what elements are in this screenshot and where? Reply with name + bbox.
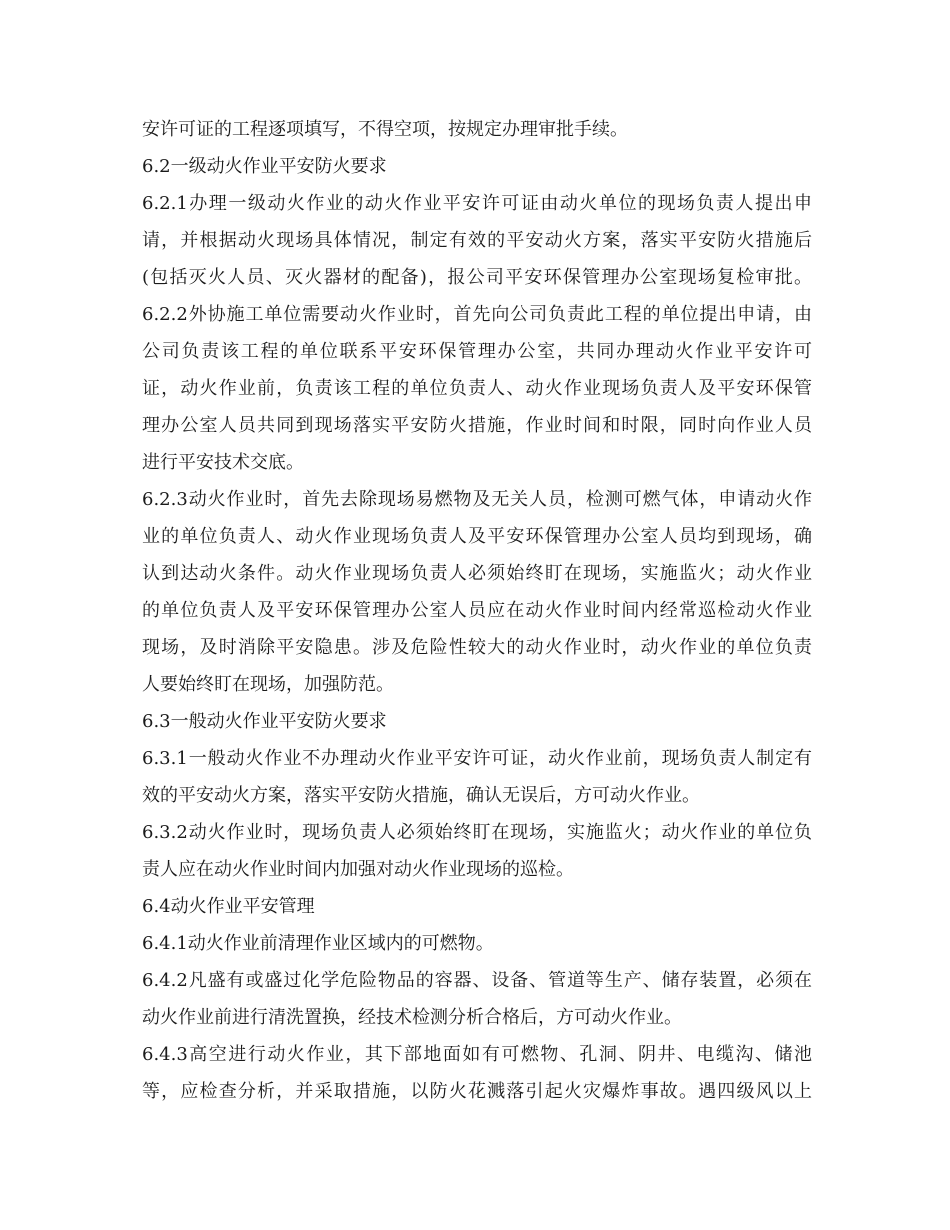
text-line-11: 6.2.3动火作业时，首先去除现场易燃物及无关人员，检测可燃气体，申请动火作 [142, 489, 812, 510]
text-line-14: 的单位负责人及平安环保管理办公室人员应在动火作业时间内经常巡检动火作业 [142, 600, 812, 621]
text-line-15: 现场，及时消除平安隐患。涉及危险性较大的动火作业时，动火作业的单位负责 [142, 637, 812, 658]
text-line-19: 效的平安动火方案，落实平安防火措施，确认无误后，方可动火作业。 [142, 785, 700, 806]
text-line-3: 6.2.1办理一级动火作业的动火作业平安许可证由动火单位的现场负责人提出申 [142, 193, 812, 214]
text-line-23: 6.4.1动火作业前清理作业区域内的可燃物。 [142, 933, 494, 954]
text-line-21: 责人应在动火作业时间内加强对动火作业现场的巡检。 [142, 859, 574, 880]
heading-6-2: 6.2一级动火作业平安防火要求 [142, 156, 387, 177]
text-line-9: 理办公室人员共同到现场落实平安防火措施，作业时间和时限，同时向作业人员 [142, 415, 812, 436]
text-line-7: 公司负责该工程的单位联系平安环保管理办公室，共同办理动火作业平安许可 [142, 341, 812, 362]
text-line-25: 动火作业前进行清洗置换，经技术检测分析合格后，方可动火作业。 [142, 1007, 682, 1028]
text-line-6: 6.2.2外协施工单位需要动火作业时，首先向公司负责此工程的单位提出申请，由 [142, 304, 812, 325]
text-line-5: (包括灭火人员、灭火器材的配备)，报公司平安环保管理办公室现场复检审批。 [142, 267, 812, 288]
text-line-26: 6.4.3高空进行动火作业，其下部地面如有可燃物、孔洞、阴井、电缆沟、储池 [142, 1044, 812, 1065]
text-line-8: 证，动火作业前，负责该工程的单位负责人、动火作业现场负责人及平安环保管 [142, 378, 812, 399]
text-line-18: 6.3.1一般动火作业不办理动火作业平安许可证，动火作业前，现场负责人制定有 [142, 748, 812, 769]
text-line-16: 人要始终盯在现场，加强防范。 [142, 674, 394, 695]
text-line-10: 进行平安技术交底。 [142, 452, 304, 473]
text-line-4: 请，并根据动火现场具体情况，制定有效的平安动火方案，落实平安防火措施后 [142, 230, 812, 251]
text-line-24: 6.4.2凡盛有或盛过化学危险物品的容器、设备、管道等生产、储存装置，必须在 [142, 970, 812, 991]
text-line-13: 认到达动火条件。动火作业现场负责人必须始终盯在现场，实施监火；动火作业 [142, 563, 812, 584]
heading-6-4: 6.4动火作业平安管理 [142, 896, 315, 917]
text-line-20: 6.3.2动火作业时，现场负责人必须始终盯在现场，实施监火；动火作业的单位负 [142, 822, 812, 843]
text-line-12: 业的单位负责人、动火作业现场负责人及平安环保管理办公室人员均到现场，确 [142, 526, 812, 547]
heading-6-3: 6.3一般动火作业平安防火要求 [142, 711, 387, 732]
text-line-1: 安许可证的工程逐项填写，不得空项，按规定办理审批手续。 [142, 119, 628, 140]
text-line-27: 等，应检查分析，并采取措施，以防火花溅落引起火灾爆炸事故。遇四级风以上 [142, 1081, 812, 1102]
